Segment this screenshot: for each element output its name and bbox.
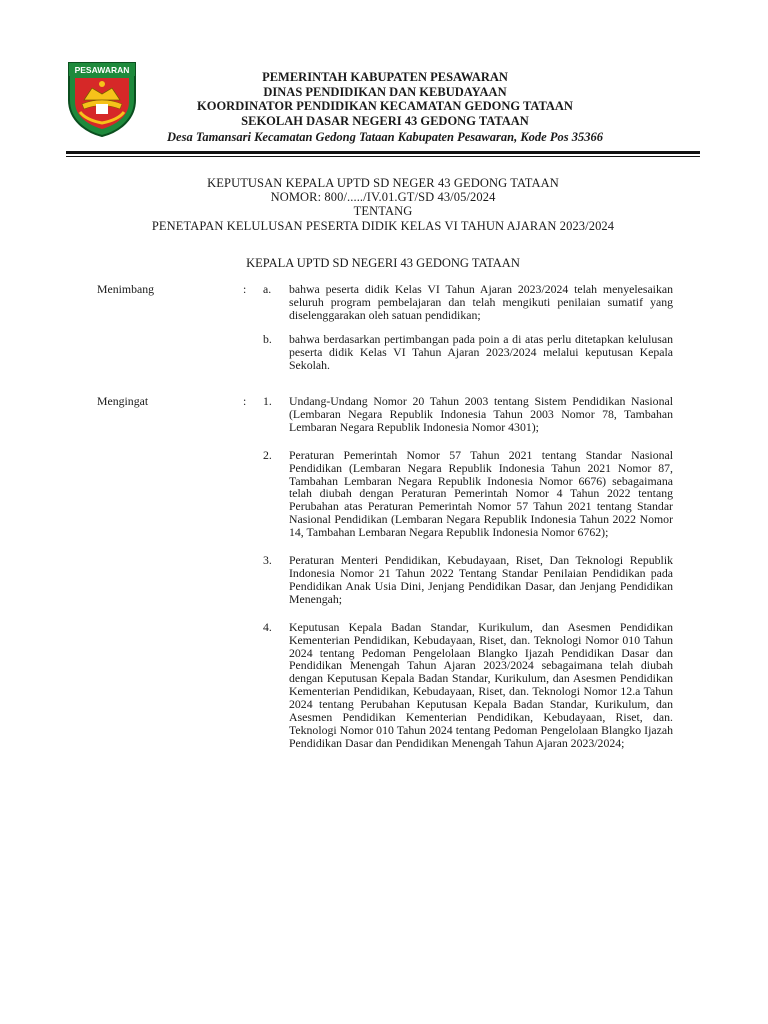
item-marker: 4.	[263, 619, 272, 634]
item-text: bahwa peserta didik Kelas VI Tahun Ajaran 2023/2024 telah menyelesaikan seluruh program pembelajaran dan telah mengikuti penilaian sumatif yang diselenggarakan oleh satuan pendidikan;	[289, 282, 673, 322]
considering-colon: :	[243, 282, 247, 296]
logo-text: PESAWARAN	[74, 65, 130, 75]
decree-number: NOMOR: 800/...../IV.01.GT/SD 43/05/2024	[270, 190, 496, 205]
letterhead-divider-thick	[66, 151, 700, 154]
recalling-label: Mengingat	[97, 394, 149, 408]
item-text: Peraturan Menteri Pendidikan, Kebudayaan, Riset, Dan Teknologi Republik Indonesia Nomor 21 Tahun 2022 Tentang Standar Penilaian Pendidikan pada Pendidikan Anak Usia Dini, Jenjang Pendidikan Dasar, dan Jenjang Pendidikan Menengah;	[289, 553, 673, 606]
item-text: bahwa berdasarkan pertimbangan pada poin a di atas perlu ditetapkan kelulusan peserta didik Kelas VI Tahun Ajaran 2023/2024 melalui keputusan Kepala Sekolah.	[289, 331, 673, 372]
letterhead	[140, 70, 630, 145]
letterhead-coordinator: KOORDINATOR PENDIDIKAN KECAMATAN GEDONG TATAAN	[197, 99, 573, 113]
recalling-colon: :	[243, 394, 247, 408]
letterhead-address: Desa Tamansari Kecamatan Gedong Tataan Kabupaten Pesawaran, Kode Pos 35366	[167, 130, 603, 144]
letterhead-government: PEMERINTAH KABUPATEN PESAWARAN	[262, 70, 508, 84]
recalling-item	[97, 554, 673, 606]
letterhead-divider-thin	[66, 156, 700, 157]
item-text: Undang-Undang Nomor 20 Tahun 2003 tentang Sistem Pendidikan Nasional (Lembaran Negara Republik Indonesia Tahun 2003 Nomor 78, Tambahan Lembaran Negara Republik Indonesia Nomor 4301);	[289, 394, 673, 434]
item-text: Keputusan Kepala Badan Standar, Kurikulum, dan Asesmen Pendidikan Kementerian Pendidikan, Kebudayaan, Riset, dan. Teknologi Nomor 010 Tahun 2024 tentang Pedoman Pengelolaan Blangko Ijazah Pendidikan Dasar dan Pendidikan Menengah Tahun Ajaran 2023/2024 sebagaimana telah diubah dengan Keputusan Kepala Badan Standar, Kurikulum, dan Asesmen Pendidikan Kementerian Pendidikan, Kebudayaan, Riset, dan. Teknologi Nomor 12.a Tahun 2024 tentang Perubahan Keputusan Kepala Badan Standar, Kurikulum, dan Asesmen Pendidikan Kementerian Pendidikan, Kebudayaan, Riset, dan. Teknologi Nomor 010 Tahun 2024 tentang Pedoman Pengelolaan Blangko Ijazah Pendidikan Dasar dan Pendidikan Menengah Tahun Ajaran 2023/2024;	[289, 619, 673, 750]
considering-label: Menimbang	[97, 282, 155, 296]
decree-subject: PENETAPAN KELULUSAN PESERTA DIDIK KELAS VI TAHUN AJARAN 2023/2024	[151, 218, 615, 233]
item-marker: 2.	[263, 447, 272, 462]
decree-about: TENTANG	[353, 204, 413, 219]
considering-item	[97, 333, 673, 372]
decree-title: KEPUTUSAN KEPALA UPTD SD NEGER 43 GEDONG TATAAN	[207, 176, 559, 190]
considering-item	[97, 283, 673, 322]
considering-section	[97, 283, 673, 371]
regency-emblem-logo	[66, 60, 138, 138]
recalling-item	[97, 395, 673, 434]
decree-header	[66, 176, 700, 233]
item-text: Peraturan Pemerintah Nomor 57 Tahun 2021 tentang Standar Nasional Pendidikan (Lembaran Negara Republik Indonesia Tahun 2021 Nomor 87, Tambahan Lembaran Negara Republik Indonesia Nomor 6676) sebagaimana telah diubah dengan Peraturan Pemerintah Nomor 4 Tahun 2022 tentang Perubahan atas Peraturan Pemerintah Nomor 57 Tahun 2021 tentang Standar Nasional Pendidikan (Lembaran Negara Republik Indonesia Tahun 2022 Nomor 14, Tambahan Lembaran Negara Republik Indonesia Nomor 6762);	[289, 447, 673, 540]
recalling-item	[97, 621, 673, 750]
letterhead-agency: DINAS PENDIDIKAN DAN KEBUDAYAAN	[263, 84, 507, 99]
letterhead-school: SEKOLAH DASAR NEGERI 43 GEDONG TATAAN	[241, 113, 529, 128]
recalling-item	[97, 449, 673, 539]
item-marker: a.	[263, 282, 272, 296]
item-marker: 1.	[263, 394, 272, 408]
issuer-title: KEPALA UPTD SD NEGERI 43 GEDONG TATAAN	[246, 256, 520, 270]
item-marker: 3.	[263, 553, 272, 568]
recalling-section	[97, 395, 673, 750]
item-marker: b.	[263, 331, 272, 346]
